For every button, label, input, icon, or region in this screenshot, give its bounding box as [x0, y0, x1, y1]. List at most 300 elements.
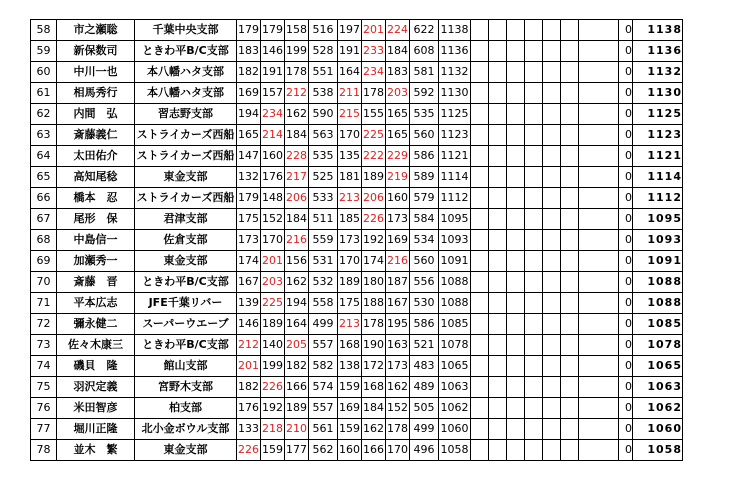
handicap-cell: 0 — [619, 125, 633, 146]
total-cell: 1138 — [439, 20, 471, 41]
rank-cell: 76 — [31, 398, 57, 419]
handicap-cell: 0 — [619, 146, 633, 167]
game-score-cell: 170 — [261, 230, 285, 251]
subtotal-1-cell: 535 — [309, 146, 338, 167]
game-score-cell: 183 — [237, 41, 261, 62]
empty-cell — [543, 398, 561, 419]
final-total-cell: 1136 — [633, 41, 683, 62]
empty-cell — [543, 20, 561, 41]
rank-cell: 58 — [31, 20, 57, 41]
subtotal-2-cell: 608 — [410, 41, 439, 62]
game-score-cell: 175 — [338, 293, 362, 314]
empty-cell — [561, 335, 579, 356]
player-name-cell: 太田佑介 — [57, 146, 135, 167]
game-score-cell: 170 — [386, 440, 410, 461]
game-score-cell: 148 — [261, 188, 285, 209]
game-score-cell: 213 — [338, 188, 362, 209]
subtotal-1-cell: 582 — [309, 356, 338, 377]
player-name-cell: 新保数司 — [57, 41, 135, 62]
game-score-cell: 172 — [362, 356, 386, 377]
empty-cell — [579, 41, 619, 62]
subtotal-1-cell: 532 — [309, 272, 338, 293]
game-score-cell: 164 — [338, 62, 362, 83]
rank-cell: 68 — [31, 230, 57, 251]
game-score-cell: 199 — [285, 41, 309, 62]
handicap-cell: 0 — [619, 272, 633, 293]
club-cell: 東金支部 — [135, 440, 237, 461]
score-table — [30, 19, 683, 461]
game-score-cell: 184 — [285, 125, 309, 146]
empty-cell — [561, 188, 579, 209]
table-row — [31, 377, 683, 398]
game-score-cell: 219 — [386, 167, 410, 188]
game-score-cell: 233 — [362, 41, 386, 62]
empty-cell — [525, 440, 543, 461]
rank-cell: 69 — [31, 251, 57, 272]
game-score-cell: 169 — [338, 398, 362, 419]
rank-cell: 77 — [31, 419, 57, 440]
game-score-cell: 203 — [261, 272, 285, 293]
subtotal-2-cell: 592 — [410, 83, 439, 104]
game-score-cell: 162 — [285, 272, 309, 293]
game-score-cell: 146 — [261, 41, 285, 62]
empty-cell — [579, 251, 619, 272]
empty-cell — [561, 440, 579, 461]
empty-cell — [471, 146, 489, 167]
club-cell: 北小金ボウル支部 — [135, 419, 237, 440]
empty-cell — [525, 41, 543, 62]
empty-cell — [561, 83, 579, 104]
empty-cell — [525, 125, 543, 146]
table-row — [31, 83, 683, 104]
final-total-cell: 1132 — [633, 62, 683, 83]
player-name-cell: 平本広志 — [57, 293, 135, 314]
rank-cell: 59 — [31, 41, 57, 62]
empty-cell — [489, 272, 507, 293]
rank-cell: 65 — [31, 167, 57, 188]
total-cell: 1093 — [439, 230, 471, 251]
game-score-cell: 159 — [261, 440, 285, 461]
rank-cell: 78 — [31, 440, 57, 461]
empty-cell — [561, 125, 579, 146]
empty-cell — [525, 419, 543, 440]
handicap-cell: 0 — [619, 314, 633, 335]
empty-cell — [471, 377, 489, 398]
game-score-cell: 152 — [261, 209, 285, 230]
empty-cell — [525, 146, 543, 167]
handicap-cell: 0 — [619, 230, 633, 251]
subtotal-2-cell: 586 — [410, 314, 439, 335]
game-score-cell: 226 — [261, 377, 285, 398]
empty-cell — [489, 83, 507, 104]
handicap-cell: 0 — [619, 188, 633, 209]
empty-cell — [561, 41, 579, 62]
empty-cell — [489, 377, 507, 398]
final-total-cell: 1088 — [633, 293, 683, 314]
empty-cell — [489, 230, 507, 251]
empty-cell — [507, 356, 525, 377]
game-score-cell: 199 — [261, 356, 285, 377]
empty-cell — [489, 188, 507, 209]
game-score-cell: 179 — [237, 188, 261, 209]
subtotal-1-cell: 562 — [309, 440, 338, 461]
empty-cell — [525, 293, 543, 314]
game-score-cell: 167 — [386, 293, 410, 314]
subtotal-1-cell: 563 — [309, 125, 338, 146]
table-row — [31, 419, 683, 440]
final-total-cell: 1121 — [633, 146, 683, 167]
rank-cell: 67 — [31, 209, 57, 230]
empty-cell — [561, 167, 579, 188]
game-score-cell: 178 — [362, 314, 386, 335]
subtotal-2-cell: 535 — [410, 104, 439, 125]
empty-cell — [525, 209, 543, 230]
game-score-cell: 176 — [237, 398, 261, 419]
empty-cell — [471, 419, 489, 440]
club-cell: ときわ平B/C支部 — [135, 335, 237, 356]
empty-cell — [471, 104, 489, 125]
empty-cell — [489, 419, 507, 440]
table-row — [31, 314, 683, 335]
subtotal-1-cell: 551 — [309, 62, 338, 83]
empty-cell — [543, 83, 561, 104]
game-score-cell: 181 — [338, 167, 362, 188]
game-score-cell: 218 — [261, 419, 285, 440]
empty-cell — [543, 440, 561, 461]
game-score-cell: 192 — [362, 230, 386, 251]
game-score-cell: 155 — [362, 104, 386, 125]
game-score-cell: 206 — [362, 188, 386, 209]
rank-cell: 71 — [31, 293, 57, 314]
empty-cell — [525, 251, 543, 272]
player-name-cell: 堀川正隆 — [57, 419, 135, 440]
game-score-cell: 158 — [285, 20, 309, 41]
empty-cell — [561, 146, 579, 167]
club-cell: 東金支部 — [135, 251, 237, 272]
table-row — [31, 146, 683, 167]
total-cell: 1065 — [439, 356, 471, 377]
table-row — [31, 335, 683, 356]
final-total-cell: 1114 — [633, 167, 683, 188]
game-score-cell: 135 — [338, 146, 362, 167]
empty-cell — [543, 335, 561, 356]
game-score-cell: 167 — [237, 272, 261, 293]
game-score-cell: 184 — [362, 398, 386, 419]
subtotal-2-cell: 560 — [410, 125, 439, 146]
game-score-cell: 173 — [386, 209, 410, 230]
empty-cell — [525, 188, 543, 209]
game-score-cell: 194 — [237, 104, 261, 125]
club-cell: ときわ平B/C支部 — [135, 272, 237, 293]
total-cell: 1132 — [439, 62, 471, 83]
empty-cell — [489, 146, 507, 167]
handicap-cell: 0 — [619, 41, 633, 62]
empty-cell — [507, 398, 525, 419]
empty-cell — [543, 104, 561, 125]
subtotal-1-cell: 511 — [309, 209, 338, 230]
handicap-cell: 0 — [619, 83, 633, 104]
game-score-cell: 173 — [386, 356, 410, 377]
empty-cell — [471, 167, 489, 188]
subtotal-1-cell: 516 — [309, 20, 338, 41]
empty-cell — [471, 356, 489, 377]
empty-cell — [561, 356, 579, 377]
subtotal-2-cell: 560 — [410, 251, 439, 272]
subtotal-1-cell: 531 — [309, 251, 338, 272]
empty-cell — [579, 419, 619, 440]
club-cell: ストライカーズ西船 — [135, 125, 237, 146]
game-score-cell: 225 — [261, 293, 285, 314]
game-score-cell: 162 — [386, 377, 410, 398]
game-score-cell: 229 — [386, 146, 410, 167]
table-row — [31, 356, 683, 377]
player-name-cell: 中川一也 — [57, 62, 135, 83]
game-score-cell: 182 — [285, 356, 309, 377]
rank-cell: 64 — [31, 146, 57, 167]
final-total-cell: 1078 — [633, 335, 683, 356]
game-score-cell: 157 — [261, 83, 285, 104]
subtotal-2-cell: 483 — [410, 356, 439, 377]
empty-cell — [543, 293, 561, 314]
game-score-cell: 165 — [386, 104, 410, 125]
empty-cell — [579, 272, 619, 293]
subtotal-1-cell: 557 — [309, 335, 338, 356]
game-score-cell: 197 — [338, 20, 362, 41]
club-cell: 本八幡ハタ支部 — [135, 83, 237, 104]
empty-cell — [471, 314, 489, 335]
subtotal-2-cell: 556 — [410, 272, 439, 293]
game-score-cell: 147 — [237, 146, 261, 167]
game-score-cell: 182 — [237, 62, 261, 83]
subtotal-2-cell: 584 — [410, 209, 439, 230]
club-cell: JFE千葉リバー — [135, 293, 237, 314]
game-score-cell: 138 — [338, 356, 362, 377]
player-name-cell: 佐々木康三 — [57, 335, 135, 356]
empty-cell — [525, 398, 543, 419]
empty-cell — [543, 209, 561, 230]
total-cell: 1063 — [439, 377, 471, 398]
game-score-cell: 191 — [338, 41, 362, 62]
game-score-cell: 189 — [285, 398, 309, 419]
game-score-cell: 205 — [285, 335, 309, 356]
handicap-cell: 0 — [619, 398, 633, 419]
total-cell: 1114 — [439, 167, 471, 188]
game-score-cell: 166 — [285, 377, 309, 398]
empty-cell — [489, 62, 507, 83]
empty-cell — [561, 398, 579, 419]
game-score-cell: 182 — [237, 377, 261, 398]
subtotal-1-cell: 528 — [309, 41, 338, 62]
table-row — [31, 209, 683, 230]
empty-cell — [507, 20, 525, 41]
empty-cell — [525, 167, 543, 188]
empty-cell — [471, 83, 489, 104]
empty-cell — [579, 377, 619, 398]
player-name-cell: 尾形 保 — [57, 209, 135, 230]
handicap-cell: 0 — [619, 104, 633, 125]
empty-cell — [543, 230, 561, 251]
empty-cell — [561, 104, 579, 125]
player-name-cell: 橋本 忍 — [57, 188, 135, 209]
game-score-cell: 226 — [237, 440, 261, 461]
empty-cell — [507, 167, 525, 188]
empty-cell — [561, 230, 579, 251]
game-score-cell: 184 — [386, 41, 410, 62]
rank-cell: 63 — [31, 125, 57, 146]
empty-cell — [471, 398, 489, 419]
table-row — [31, 293, 683, 314]
game-score-cell: 173 — [338, 230, 362, 251]
empty-cell — [471, 41, 489, 62]
game-score-cell: 168 — [338, 335, 362, 356]
empty-cell — [579, 104, 619, 125]
empty-cell — [543, 146, 561, 167]
subtotal-2-cell: 521 — [410, 335, 439, 356]
empty-cell — [579, 188, 619, 209]
empty-cell — [579, 398, 619, 419]
club-cell: ストライカーズ西船 — [135, 146, 237, 167]
empty-cell — [525, 314, 543, 335]
empty-cell — [489, 167, 507, 188]
game-score-cell: 159 — [338, 419, 362, 440]
empty-cell — [507, 314, 525, 335]
club-cell: 本八幡ハタ支部 — [135, 62, 237, 83]
empty-cell — [489, 398, 507, 419]
empty-cell — [471, 125, 489, 146]
rank-cell: 75 — [31, 377, 57, 398]
final-total-cell: 1125 — [633, 104, 683, 125]
game-score-cell: 166 — [362, 440, 386, 461]
game-score-cell: 156 — [285, 251, 309, 272]
empty-cell — [561, 251, 579, 272]
player-name-cell: 羽沢定義 — [57, 377, 135, 398]
game-score-cell: 179 — [237, 20, 261, 41]
rank-cell: 61 — [31, 83, 57, 104]
game-score-cell: 201 — [261, 251, 285, 272]
empty-cell — [579, 314, 619, 335]
game-score-cell: 177 — [285, 440, 309, 461]
empty-cell — [489, 20, 507, 41]
total-cell: 1088 — [439, 272, 471, 293]
empty-cell — [507, 377, 525, 398]
player-name-cell: 米田智彦 — [57, 398, 135, 419]
handicap-cell: 0 — [619, 209, 633, 230]
empty-cell — [579, 83, 619, 104]
game-score-cell: 190 — [362, 335, 386, 356]
empty-cell — [507, 209, 525, 230]
empty-cell — [561, 272, 579, 293]
game-score-cell: 214 — [261, 125, 285, 146]
empty-cell — [543, 125, 561, 146]
empty-cell — [489, 104, 507, 125]
game-score-cell: 164 — [285, 314, 309, 335]
handicap-cell: 0 — [619, 20, 633, 41]
table-row — [31, 20, 683, 41]
final-total-cell: 1123 — [633, 125, 683, 146]
game-score-cell: 215 — [338, 104, 362, 125]
total-cell: 1130 — [439, 83, 471, 104]
game-score-cell: 212 — [285, 83, 309, 104]
total-cell: 1095 — [439, 209, 471, 230]
game-score-cell: 169 — [386, 230, 410, 251]
handicap-cell: 0 — [619, 251, 633, 272]
player-name-cell: 彌永健二 — [57, 314, 135, 335]
table-row — [31, 188, 683, 209]
final-total-cell: 1138 — [633, 20, 683, 41]
total-cell: 1112 — [439, 188, 471, 209]
table-row — [31, 440, 683, 461]
empty-cell — [561, 314, 579, 335]
game-score-cell: 216 — [285, 230, 309, 251]
empty-cell — [579, 125, 619, 146]
player-name-cell: 相馬秀行 — [57, 83, 135, 104]
subtotal-2-cell: 489 — [410, 377, 439, 398]
rank-cell: 62 — [31, 104, 57, 125]
empty-cell — [543, 62, 561, 83]
empty-cell — [543, 188, 561, 209]
empty-cell — [489, 293, 507, 314]
empty-cell — [579, 356, 619, 377]
game-score-cell: 210 — [285, 419, 309, 440]
empty-cell — [507, 125, 525, 146]
subtotal-2-cell: 505 — [410, 398, 439, 419]
subtotal-2-cell: 534 — [410, 230, 439, 251]
game-score-cell: 225 — [362, 125, 386, 146]
empty-cell — [489, 356, 507, 377]
club-cell: 千葉中央支部 — [135, 20, 237, 41]
table-row — [31, 104, 683, 125]
game-score-cell: 192 — [261, 398, 285, 419]
game-score-cell: 178 — [362, 83, 386, 104]
player-name-cell: 斎藤義仁 — [57, 125, 135, 146]
game-score-cell: 188 — [362, 293, 386, 314]
empty-cell — [525, 62, 543, 83]
empty-cell — [489, 251, 507, 272]
table-row — [31, 62, 683, 83]
final-total-cell: 1062 — [633, 398, 683, 419]
empty-cell — [489, 314, 507, 335]
empty-cell — [561, 293, 579, 314]
empty-cell — [471, 293, 489, 314]
rank-cell: 60 — [31, 62, 57, 83]
game-score-cell: 201 — [237, 356, 261, 377]
game-score-cell: 175 — [237, 209, 261, 230]
game-score-cell: 216 — [386, 251, 410, 272]
game-score-cell: 165 — [237, 125, 261, 146]
subtotal-1-cell: 557 — [309, 398, 338, 419]
handicap-cell: 0 — [619, 377, 633, 398]
empty-cell — [543, 377, 561, 398]
empty-cell — [507, 251, 525, 272]
empty-cell — [579, 20, 619, 41]
total-cell: 1085 — [439, 314, 471, 335]
total-cell: 1091 — [439, 251, 471, 272]
game-score-cell: 203 — [386, 83, 410, 104]
empty-cell — [489, 209, 507, 230]
empty-cell — [525, 356, 543, 377]
rank-cell: 70 — [31, 272, 57, 293]
empty-cell — [579, 209, 619, 230]
empty-cell — [471, 230, 489, 251]
game-score-cell: 174 — [362, 251, 386, 272]
empty-cell — [507, 83, 525, 104]
empty-cell — [561, 20, 579, 41]
game-score-cell: 194 — [285, 293, 309, 314]
final-total-cell: 1095 — [633, 209, 683, 230]
empty-cell — [525, 377, 543, 398]
empty-cell — [507, 335, 525, 356]
empty-cell — [543, 41, 561, 62]
